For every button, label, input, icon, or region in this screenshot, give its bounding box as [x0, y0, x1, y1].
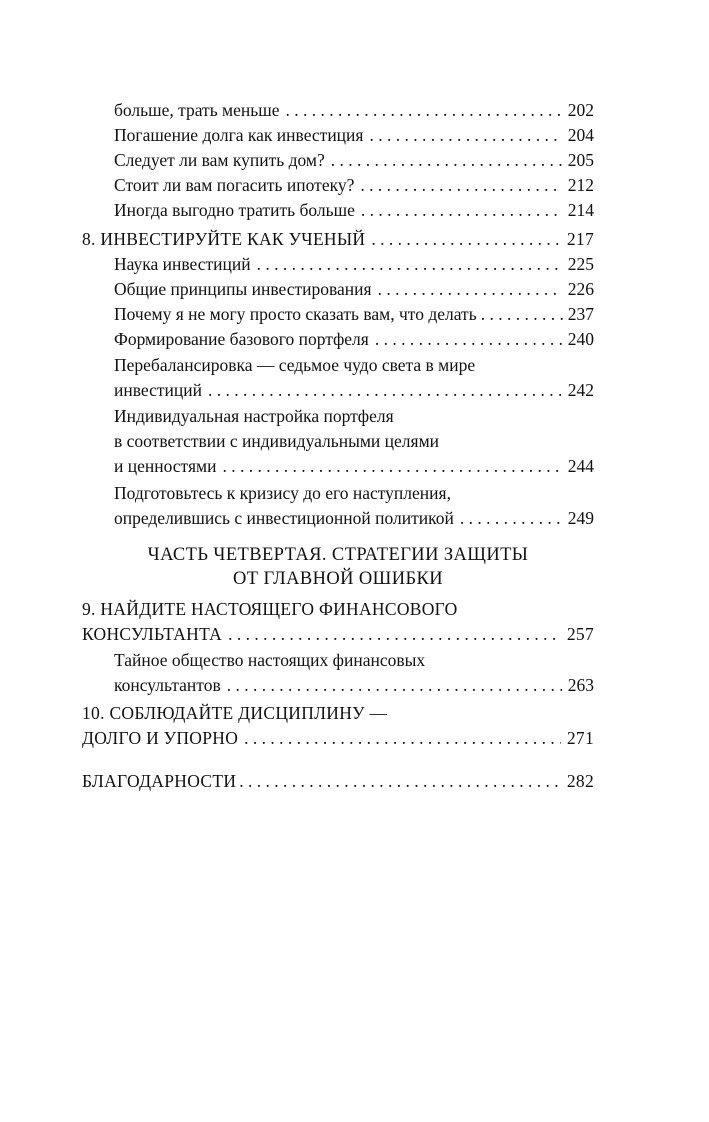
toc-entry-title: Формирование базового портфеля	[114, 329, 369, 349]
chapter-page: 282	[566, 771, 594, 791]
toc-entry-line: Перебалансировка — седьмое чудо света в мире	[114, 355, 476, 375]
toc-entry-page: 204	[567, 125, 594, 145]
toc-entry-title: Наука инвестиций	[114, 254, 251, 274]
toc-entry-page: 263	[567, 675, 594, 695]
toc-entry-page: 242	[567, 380, 594, 400]
toc-entry-title: Стоит ли вам погасить ипотеку?	[114, 175, 355, 195]
dot-leader	[378, 276, 562, 302]
toc-entry-title: Погашение долга как инвестиция	[114, 125, 364, 145]
toc-entry-page: 249	[567, 508, 594, 528]
dot-leader	[286, 97, 562, 123]
dot-leader	[361, 197, 562, 223]
toc-chapter-8	[82, 226, 594, 252]
toc-entry	[114, 97, 594, 123]
toc-entry	[114, 251, 594, 277]
toc-entry	[114, 276, 594, 302]
toc-entry-title: Следует ли вам купить дом?	[114, 150, 325, 170]
chapter-page: 217	[566, 229, 594, 249]
toc-entry	[114, 377, 594, 403]
chapter-title: КОНСУЛЬТАНТА	[82, 624, 223, 644]
toc-entry-page: 202	[567, 100, 594, 120]
toc-entry-line: в соответствии с индивидуальными целями	[114, 431, 440, 451]
chapter-title: ДОЛГО И УПОРНО	[82, 728, 239, 748]
dot-leader	[222, 453, 561, 479]
toc-entry	[114, 172, 594, 198]
toc-chapter-9-line: 9. НАЙДИТЕ НАСТОЯЩЕГО ФИНАНСОВОГО	[82, 599, 458, 619]
dot-leader	[227, 672, 562, 698]
part-heading-line-1: ЧАСТЬ ЧЕТВЕРТАЯ. СТРАТЕГИИ ЗАЩИТЫ	[147, 545, 529, 565]
dot-leader	[481, 301, 564, 327]
dot-leader	[460, 505, 562, 531]
chapter-title: БЛАГОДАРНОСТИ	[82, 771, 237, 791]
toc-entry-title: определившись с инвестиционной политикой	[114, 508, 454, 528]
dot-leader	[331, 147, 562, 173]
dot-leader	[369, 122, 561, 148]
toc-entry-title: больше, трать меньше	[114, 100, 280, 120]
toc-entry	[114, 122, 594, 148]
toc-entry-page: 212	[567, 175, 594, 195]
toc-entry	[114, 197, 594, 223]
toc-entry	[114, 453, 594, 479]
toc-entry-title: инвестиций	[114, 380, 202, 400]
dot-leader	[244, 725, 561, 751]
toc-entry-title: Почему я не могу просто сказать вам, что делать	[114, 304, 477, 324]
toc-entry-title: Иногда выгодно тратить больше	[114, 200, 355, 220]
dot-leader	[228, 621, 561, 647]
toc-entry-page: 225	[567, 254, 594, 274]
toc-entry-title: Общие принципы инвестирования	[114, 279, 372, 299]
toc-entry	[114, 301, 594, 327]
chapter-page: 257	[566, 624, 594, 644]
part-heading-line-2: ОТ ГЛАВНОЙ ОШИБКИ	[232, 569, 444, 589]
toc-entry-page: 205	[567, 150, 594, 170]
toc-entry-title: консультантов	[114, 675, 221, 695]
toc-entry	[114, 326, 594, 352]
toc-entry-line: Подготовьтесь к кризису до его наступления,	[114, 483, 451, 503]
toc-chapter-9	[82, 621, 594, 647]
toc-entry-line: Тайное общество настоящих финансовых	[114, 650, 426, 670]
toc-entry-page: 240	[567, 329, 594, 349]
toc-chapter-10	[82, 725, 594, 751]
dot-leader	[371, 226, 560, 252]
chapter-title: 8. ИНВЕСТИРУЙТЕ КАК УЧЕНЫЙ	[82, 229, 366, 249]
toc-entry-page: 214	[567, 200, 594, 220]
toc-entry-page: 237	[567, 304, 594, 324]
dot-leader	[257, 251, 562, 277]
toc-entry-title: и ценностями	[114, 456, 217, 476]
toc-entry-page: 244	[567, 456, 594, 476]
dot-leader	[375, 326, 562, 352]
chapter-page: 271	[566, 728, 594, 748]
dot-leader	[239, 768, 564, 794]
toc-entry-line: Индивидуальная настройка портфеля	[114, 406, 394, 426]
toc-entry	[114, 672, 594, 698]
toc-entry-page: 226	[567, 279, 594, 299]
toc-chapter-10-line: 10. СОБЛЮДАЙТЕ ДИСЦИПЛИНУ —	[82, 703, 388, 723]
toc-acknowledgements	[82, 768, 594, 794]
dot-leader	[360, 172, 561, 198]
dot-leader	[208, 377, 562, 403]
toc-entry	[114, 147, 594, 173]
toc-entry	[114, 505, 594, 531]
